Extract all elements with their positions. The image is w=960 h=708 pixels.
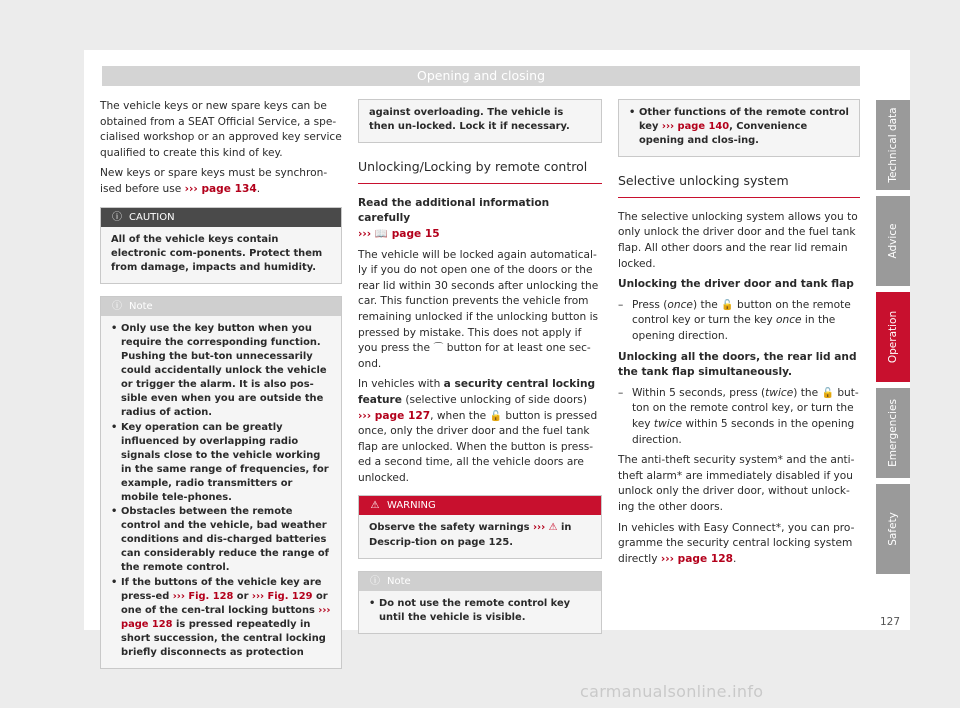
list-item: • Do not use the remote control key until the vehicle is visible.	[369, 597, 591, 625]
page-link[interactable]: ››› page 127	[358, 409, 431, 422]
sub-heading: Unlocking all the doors, the rear lid and the tank flap simultaneously.	[618, 350, 857, 379]
tab-safety[interactable]: Safety	[876, 484, 910, 574]
page-link[interactable]: ››› page 140	[661, 121, 730, 133]
list-item: • Key operation can be greatly influenced by overlapping radio signals close to the vehicle working in the same range of frequencies, for example, radio transmitters or mobile tele-phones.	[111, 421, 331, 506]
sub-heading: Unlocking the driver door and tank flap	[618, 278, 854, 291]
list-item: • Obstacles between the remote control and the vehicle, bad weather conditions and dis-charged batteries can considerably reduce the range of the remote control.	[111, 505, 331, 575]
note-header: ⓘ Note	[101, 297, 341, 316]
warning-icon: ⚠	[370, 500, 380, 512]
note-body	[101, 316, 341, 668]
chapter-tabs	[876, 100, 910, 580]
page-link[interactable]: ››› page 134	[184, 182, 257, 195]
unlock-icon: 🔓	[721, 299, 734, 311]
lock-car-icon: ⌒	[433, 343, 444, 355]
page-link[interactable]: ››› page 128	[660, 552, 733, 565]
page-number: 127	[880, 616, 901, 628]
fig-link[interactable]: ››› Fig. 129	[251, 590, 313, 602]
tab-operation[interactable]: Operation	[876, 292, 910, 382]
paragraph: The vehicle keys or new spare keys can be obtained from a SEAT Official Service, a spe-cialised workshop or an approved key service qualified to create this kind of key.	[100, 100, 342, 159]
note-box	[358, 571, 602, 634]
tab-emergencies[interactable]: Emergencies	[876, 388, 910, 478]
tab-advice[interactable]: Advice	[876, 196, 910, 286]
caution-text: All of the vehicle keys contain electronic com-ponents. Protect them from damage, impacts and humidity.	[111, 233, 323, 273]
warning-box	[358, 495, 602, 558]
paragraph: In vehicles with a security central locking feature (selective unlocking of side doors) ››› page 127, when the 🔓 button is pressed once, only the driver door and the fuel tank flap are unlocked. When the button is press-ed a second time, all the vehicle doors are unlocked.	[358, 378, 598, 484]
note-header: ⓘ Note	[359, 572, 601, 591]
note-box	[100, 296, 342, 669]
unlock-icon: 🔓	[489, 410, 503, 422]
list-item: – Within 5 seconds, press (twice) the 🔓 but-ton on the remote control key, or turn the key twice within 5 seconds in the opening direction.	[618, 386, 860, 448]
note-continued-text: • Other functions of the remote control key ››› page 140, Convenience opening and clos-ing.	[619, 100, 859, 156]
info-icon: ⓘ	[370, 575, 380, 587]
watermark: carmanualsonline.info	[580, 682, 764, 701]
paragraph: New keys or spare keys must be synchron-ised before use ››› page 134.	[100, 167, 328, 195]
column-1	[100, 99, 342, 681]
note-body	[359, 591, 601, 633]
page-link[interactable]: page 15	[391, 227, 440, 240]
caution-icon: ⓘ	[112, 211, 122, 223]
column-2	[358, 99, 602, 646]
book-icon: 📖	[374, 227, 389, 240]
note-continued-box	[358, 99, 602, 143]
list-item: • If the buttons of the vehicle key are press-ed ››› Fig. 128 or ››› Fig. 129 or one of the cen-tral locking buttons ››› page 128 is pressed repeatedly in short succession, the central locking briefly disconnects as protection	[111, 576, 331, 661]
caution-box	[100, 207, 342, 284]
paragraph: The anti-theft security system* and the anti-theft alarm* are immediately disabled if you unlock only the driver door, without unlock-ing the other doors.	[618, 454, 855, 513]
paragraph: In vehicles with Easy Connect*, you can pro-gramme the security central locking system directly ››› page 128.	[618, 521, 855, 565]
info-icon: ⓘ	[112, 300, 122, 312]
unlock-icon: 🔓	[821, 387, 834, 399]
section-heading: Unlocking/Locking by remote control	[358, 159, 602, 184]
warning-header: ⚠ WARNING	[359, 496, 601, 515]
paragraph: The selective unlocking system allows you to only unlock the driver door and the fuel tank flap. All other doors and the rear lid remain locked.	[618, 210, 858, 270]
list-item: – Press (once) the 🔓 button on the remote control key or turn the key once in the opening direction.	[618, 298, 860, 345]
page-title: Opening and closing	[102, 66, 860, 86]
paragraph: The vehicle will be locked again automatical-ly if you do not open one of the doors or the rear lid within 30 seconds after unlocking the car. This function prevents the vehicle from remaining unlocked if the unlocking button is pressed by mistake. This does not apply if you press the ⌒ button for at least one sec-ond.	[358, 248, 599, 370]
list-item: • Only use the key button when you require the corresponding function. Pushing the but-ton unnecessarily could accidentally unlock the vehicle or trigger the alarm. It is also pos-sible even when you are outside the radius of action.	[111, 322, 331, 421]
warning-icon: ⚠	[548, 522, 558, 534]
column-3	[618, 99, 860, 572]
caution-header: ⓘ CAUTION	[101, 208, 341, 227]
note-continued-box	[618, 99, 860, 157]
fig-link[interactable]: ››› Fig. 128	[172, 590, 234, 602]
section-heading: Selective unlocking system	[618, 173, 860, 198]
note-continued-text: against overloading. The vehicle is then un-locked. Lock it if necessary.	[369, 107, 570, 133]
read-more: Read the additional information carefully ››› 📖 page 15	[358, 196, 550, 240]
page-link[interactable]: ››› page 128	[121, 604, 331, 630]
warning-text: Observe the safety warnings ››› ⚠ in Descrip-tion on page 125.	[369, 522, 572, 548]
tab-technical-data[interactable]: Technical data	[876, 100, 910, 190]
